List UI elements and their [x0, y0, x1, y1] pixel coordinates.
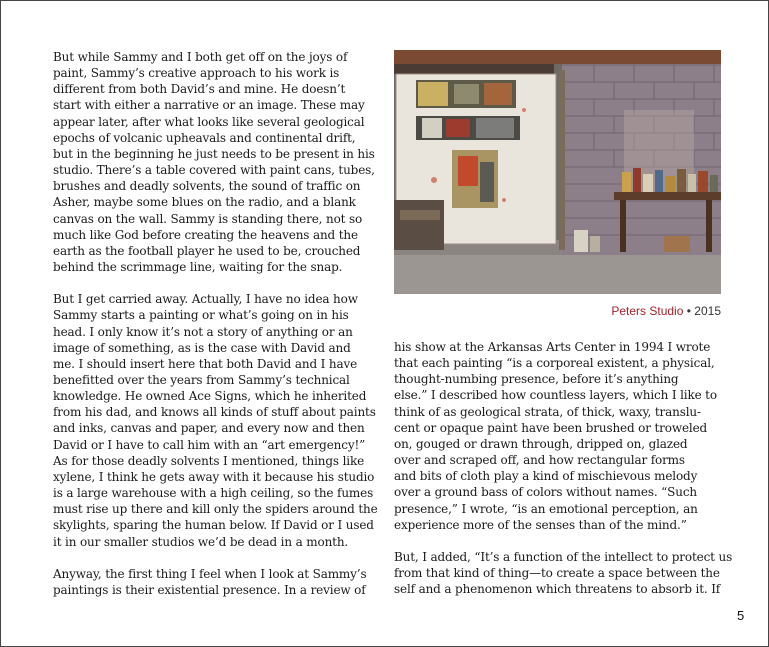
text-line: epochs of volcanic upheavals and continental drift, [53, 130, 356, 145]
text-line: start with either a narrative or an image. These may [53, 98, 365, 113]
photo-caption [561, 304, 721, 318]
text-line: head. I only know it’s not a story of anything or an [53, 324, 353, 339]
caption-year: 2015 [694, 304, 721, 318]
text-line: benefitted over the years from Sammy’s technical [53, 372, 350, 387]
paragraph [53, 49, 375, 275]
caption-title: Peters Studio [611, 304, 684, 318]
text-line: Anyway, the first thing I feel when I look at Sammy’s [53, 566, 367, 581]
left-text-column [53, 49, 378, 614]
text-line: from his dad, and knows all kinds of stuff about paints [53, 405, 376, 420]
text-line: paintings is their existential presence. In a review of [53, 582, 366, 597]
paragraph [394, 339, 724, 533]
text-line: and bits of cloth play a kind of mischievous melody [394, 469, 698, 484]
text-line: earth as the football player he used to be, crouched [53, 243, 361, 258]
text-line: thought-numbing presence, before it’s anything [394, 372, 679, 387]
text-line: Asher, maybe some blues on the radio, and a blank [53, 195, 356, 210]
text-line: experience more of the senses than of the mind.” [394, 517, 687, 532]
text-line: it in our smaller studios we’d be dead in a month. [53, 534, 349, 549]
text-line: else.” I described how countless layers, which I like to [394, 388, 717, 403]
text-line: from that kind of thing—to create a space between the [394, 566, 720, 581]
text-line: much like God before creating the heavens and the [53, 227, 358, 242]
text-line: appear later, after what looks like several geological [53, 114, 365, 129]
text-line: is a large warehouse with a high ceiling, so the fumes [53, 486, 374, 501]
text-line: his show at the Arkansas Arts Center in 1994 I wrote [394, 340, 711, 354]
text-line: skylights, sparing the human below. If David or I used [53, 518, 374, 533]
page-number: 5 [737, 608, 745, 623]
paragraph [53, 566, 365, 598]
text-line: David or I have to call him with an “art emergency!” [53, 437, 366, 452]
text-line: xylene, I think he gets away with it because his studio [53, 469, 375, 484]
text-line: but in the beginning he just needs to be present in his [53, 146, 375, 161]
text-line: that each painting “is a corporeal existent, a physical, [394, 356, 715, 371]
text-line: Sammy starts a painting or what’s going on in his [53, 308, 349, 323]
text-line: But while Sammy and I both get off on the joys of [53, 50, 348, 64]
caption-separator: • [686, 304, 691, 318]
text-line: knowledge. He owned Ace Signs, which he inherited [53, 389, 367, 404]
text-line: me. I should insert here that both David and I have [53, 356, 358, 371]
text-line: cent or opaque paint have been brushed or troweled [394, 420, 708, 435]
text-line: paint, Sammy’s creative approach to his work is [53, 66, 340, 81]
text-line: But I get carried away. Actually, I have no idea how [53, 292, 358, 307]
text-line: over and scraped off, and how rectangular forms [394, 453, 685, 468]
text-line: As for those deadly solvents I mentioned, things like [53, 453, 365, 468]
studio-photo [394, 50, 721, 294]
text-line: brushes and deadly solvents, the sound of traffic on [53, 179, 361, 194]
text-line: different from both David’s and mine. He doesn’t [53, 82, 346, 97]
paragraph [53, 291, 378, 550]
text-line: presence,” I wrote, “is an emotional perception, an [394, 501, 698, 516]
text-line: must rise up there and kill only the spiders around the [53, 502, 378, 517]
right-text-column [394, 339, 733, 613]
text-line: image of something, as is the case with David and [53, 340, 351, 355]
text-line: studio. There’s a table covered with paint cans, tubes, [53, 163, 375, 178]
text-line: But, I added, “It’s a function of the intellect to protect us [394, 549, 733, 564]
text-line: and inks, canvas and paper, and every now and then [53, 421, 365, 436]
text-line: on, gouged or drawn through, dripped on, glazed [394, 436, 688, 451]
text-line: self and a phenomenon which threatens to absorb it. If [394, 582, 721, 597]
text-line: over a ground bass of colors without names. “Such [394, 485, 697, 500]
text-line: canvas on the wall. Sammy is standing there, not so [53, 211, 363, 226]
paragraph [394, 549, 733, 597]
text-line: think of as geological strata, of thick, waxy, translu- [394, 404, 701, 419]
text-line: behind the scrimmage line, waiting for the snap. [53, 260, 343, 275]
